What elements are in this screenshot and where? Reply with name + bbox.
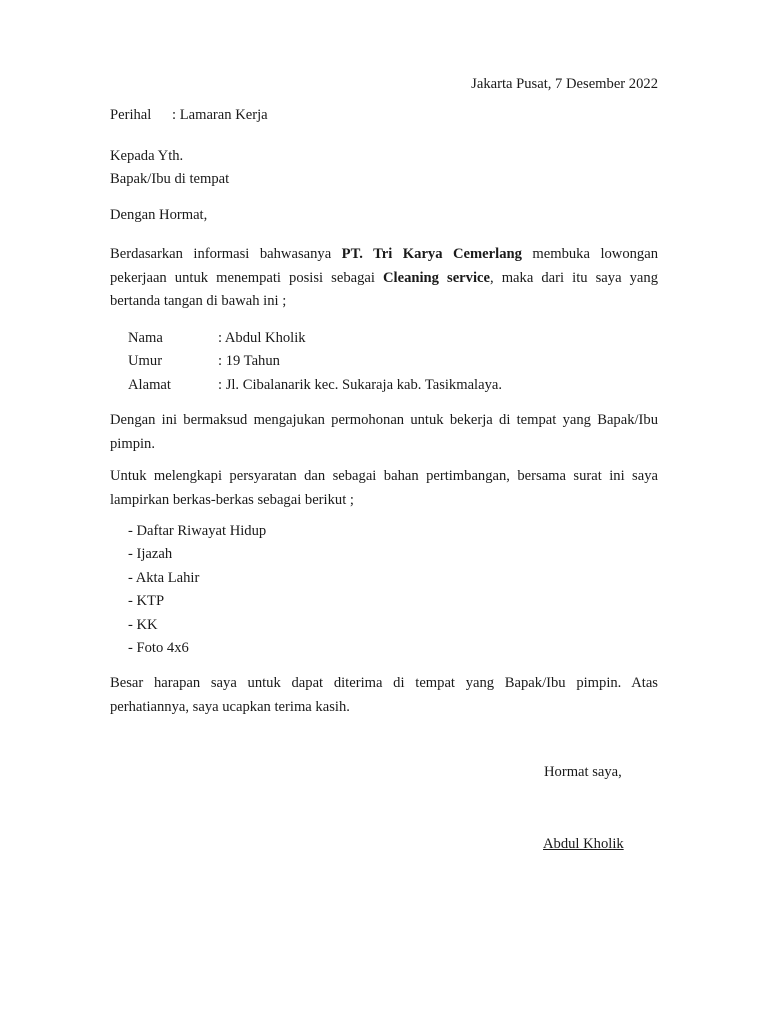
attachments-intro-paragraph: Untuk melengkapi persyaratan dan sebagai bahan pertimbangan, bersama surat ini saya lampirkan berkas-berkas sebagai berikut ;	[110, 468, 658, 508]
closing-salutation: Hormat saya,	[544, 764, 622, 780]
intro-text: , maka dari itu saya yang bertanda tangan di bawah ini ;	[110, 269, 658, 309]
intro-text: membuka lowongan pekerjaan untuk menempati posisi sebagai	[110, 246, 658, 286]
applicant-details	[128, 327, 502, 397]
place-date: Jakarta Pusat, 7 Desember 2022	[471, 76, 658, 92]
recipient-block	[110, 145, 229, 191]
list-item: - Foto 4x6	[128, 640, 189, 657]
company-name: PT. Tri Karya Cemerlang	[341, 246, 522, 262]
subject-line	[110, 107, 268, 124]
detail-value: : Abdul Kholik	[218, 330, 306, 346]
detail-label: Umur	[128, 353, 163, 370]
intro-paragraph	[110, 243, 658, 314]
list-item: - Daftar Riwayat Hidup	[128, 523, 267, 539]
detail-value: : 19 Tahun	[218, 353, 280, 370]
list-item: - Akta Lahir	[128, 569, 200, 586]
attachment-list	[128, 520, 266, 660]
position-name: Cleaning service	[383, 269, 490, 286]
greeting: Dengan Hormat,	[110, 207, 208, 223]
subject-value: : Lamaran Kerja	[172, 107, 268, 123]
list-item: - KK	[128, 616, 158, 633]
detail-label: Nama	[128, 330, 163, 346]
signer-name: Abdul Kholik	[543, 836, 624, 852]
detail-row	[128, 374, 502, 397]
recipient-line: Bapak/Ibu di tempat	[110, 171, 230, 187]
detail-row	[128, 327, 502, 350]
detail-value: : Jl. Cibalanarik kec. Sukaraja kab. Tasikmalaya.	[218, 376, 503, 393]
detail-row	[128, 350, 502, 373]
subject-label: Perihal	[110, 107, 152, 123]
intro-text: Berdasarkan informasi bahwasanya	[110, 246, 342, 262]
recipient-line: Kepada Yth.	[110, 148, 184, 164]
list-item: - Ijazah	[128, 546, 173, 563]
purpose-paragraph: Dengan ini bermaksud mengajukan permohonan untuk bekerja di tempat yang Bapak/Ibu pimpin.	[110, 412, 658, 452]
closing-paragraph: Besar harapan saya untuk dapat diterima di tempat yang Bapak/Ibu pimpin. Atas perhatiannya, saya ucapkan terima kasih.	[110, 675, 658, 715]
detail-label: Alamat	[128, 376, 171, 393]
list-item: - KTP	[128, 593, 165, 610]
